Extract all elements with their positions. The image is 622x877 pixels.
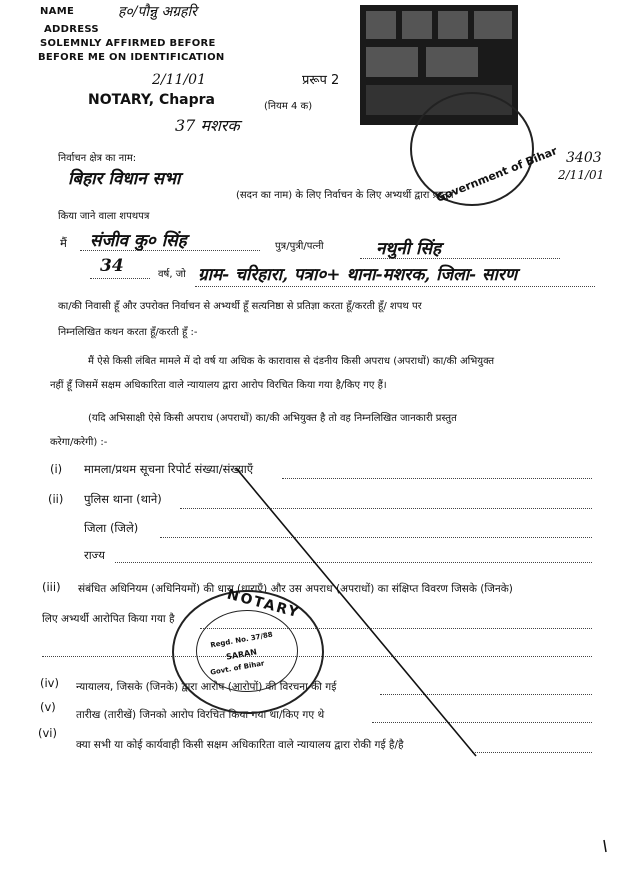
age-label: वर्ष, जो <box>158 269 186 280</box>
para2-b: करेगा/करेगी) :- <box>50 437 108 448</box>
notary-date: 2/11/01 <box>152 72 206 88</box>
para1-b: नहीं हूँ जिसमें सक्षम अधिकारिता वाले न्यायालय द्वारा आरोप विरचित किया गया है/किए गए हैं। <box>50 380 387 391</box>
para2-a: (यदि अभिसाक्षी ऐसे किसी अपराध (अपराधों) का/की अभियुक्त है तो वह निम्नलिखित जानकारी प्रस्तुत <box>88 413 457 424</box>
affirmed-line: SOLEMNLY AFFIRMED BEFORE <box>40 38 216 49</box>
item-num: (iii) <box>42 580 61 594</box>
name-prefix: मैं <box>60 236 67 250</box>
item-label: जिला (जिले) <box>84 521 139 535</box>
stamp-date: 2/11/01 <box>558 168 605 182</box>
item-label: पुलिस थाना (थाने) <box>84 492 162 506</box>
constituency-label: निर्वाचन क्षेत्र का नाम: <box>58 153 137 164</box>
item-num: (iv) <box>40 676 59 690</box>
item-label: मामला/प्रथम सूचना रिपोर्ट संख्या/संख्याएँ <box>84 462 254 476</box>
item-label: लिए अभ्यर्थी आरोपित किया गया है <box>42 613 175 625</box>
rule-label: (नियम 4 क) <box>264 101 313 112</box>
notary-title: NOTARY, Chapra <box>88 92 216 108</box>
line4: निम्नलिखित कथन करता हूँ/करती हूँ :- <box>58 327 198 338</box>
constituency-suffix: (सदन का नाम) के लिए निर्वाचन के लिए अभ्यर्थी द्वारा प्रस्तुत <box>236 190 454 201</box>
stamp-number: 3403 <box>566 150 602 166</box>
relation-label: पुत्र/पुत्री/पत्नी <box>275 241 324 252</box>
item-label: क्या सभी या कोई कार्यवाही किसी सक्षम अधिकारिता वाले न्यायालय द्वारा रोकी गई है/है <box>76 739 404 751</box>
item-num: (ii) <box>48 492 64 506</box>
father-name: नथुनी सिंह <box>376 239 441 259</box>
address-label: ADDRESS <box>44 24 99 35</box>
candidate-name: संजीव कु० सिंह <box>90 231 187 251</box>
seal-sub3: Govt. of Bihar <box>209 659 266 677</box>
notary-name-value: ह०/पौन्नु अग्रहरि <box>118 4 197 20</box>
item-label: तारीख (तारीखें) जिनको आरोप विरचित किया गया था/किए गए थे <box>76 709 325 721</box>
constituency-value: बिहार विधान सभा <box>68 169 181 189</box>
notary-number: 37 मशरक <box>175 116 240 135</box>
seal-notary-text: NOTARY <box>225 586 302 622</box>
seal-sub2: SARAN <box>225 647 258 662</box>
seal-text: Government of Bihar <box>434 144 560 205</box>
item-num: (vi) <box>38 726 57 740</box>
item-label: न्यायालय, जिसके (जिनके) द्वारा आरोप (आरोपों) की विरचना की गई <box>76 681 337 693</box>
address-value: ग्राम- चरिहारा, पत्रा०+ थाना-मशरक, जिला- सारण <box>198 265 518 285</box>
age-value: 34 <box>100 256 124 276</box>
affidavit-label: किया जाने वाला शपथपत्र <box>58 211 150 222</box>
form-label: प्ररूप 2 <box>302 73 340 88</box>
line3: का/की निवासी हूँ और उपरोक्त निर्वाचन से अभ्यर्थी हूँ सत्यनिष्ठा से प्रतिज्ञा करता हूँ/करती हूँ/ शपथ पर <box>58 301 422 312</box>
before-line: BEFORE ME ON IDENTIFICATION <box>38 52 225 63</box>
item-num: (v) <box>40 700 56 714</box>
item-label: राज्य <box>84 548 105 562</box>
name-label: NAME <box>40 6 75 17</box>
item-num: (i) <box>50 462 63 476</box>
item-label: संबंधित अधिनियम (अधिनियमों) की धारा (धाराएँ) और उस अपराध (अपराधों) का संक्षिप्त विवरण जिसके (जिनके) <box>78 583 513 595</box>
seal-sub1: Regd. No. 37/88 <box>209 630 274 650</box>
para1-a: मैं ऐसे किसी लंबित मामले में दो वर्ष या अधिक के कारावास से दंडनीय किसी अपराध (अपराधों) का/की अभियुक्त <box>88 356 495 367</box>
